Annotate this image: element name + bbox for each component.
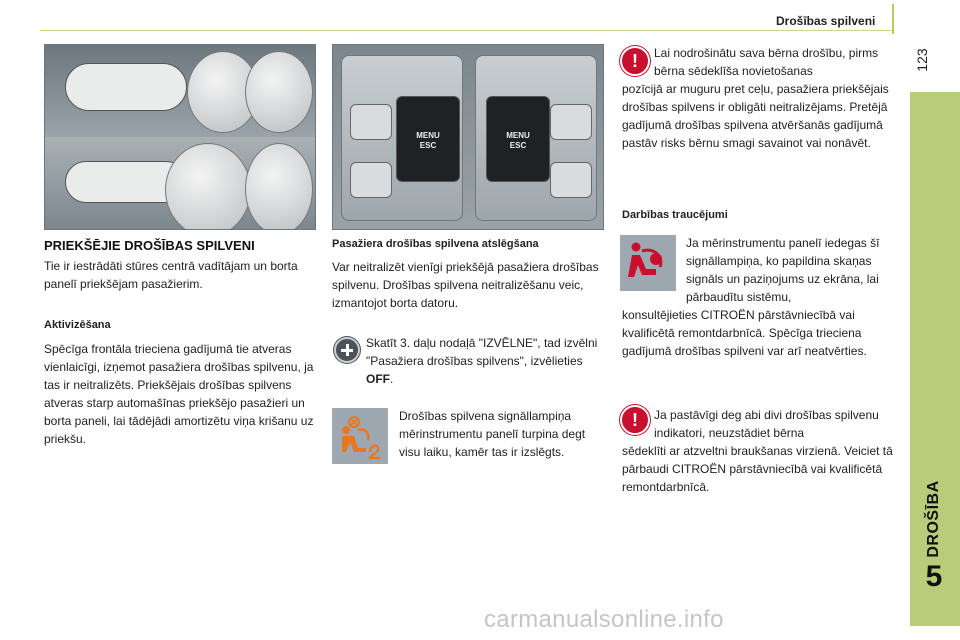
airbag-photo-bottom bbox=[45, 137, 315, 229]
menu-esc-button bbox=[396, 96, 460, 182]
airbag-off-lamp-icon bbox=[332, 408, 388, 464]
menu-tip bbox=[366, 334, 606, 388]
dashboard-key bbox=[350, 104, 392, 140]
dashboard-key bbox=[550, 162, 592, 198]
airbag-off-lamp-svg bbox=[332, 408, 388, 464]
airbag-shape bbox=[245, 143, 313, 230]
button-panel-left bbox=[341, 55, 463, 221]
front-airbags-heading: PRIEKŠĒJIE DROŠĪBAS SPILVENI bbox=[44, 238, 255, 253]
indicator-warning bbox=[622, 406, 894, 496]
header-divider bbox=[40, 30, 892, 31]
indicator-warning-first: Ja pastāvīgi deg abi divi drošības spilvenu indikatori, neuzstādiet bērna bbox=[654, 408, 879, 440]
deactivation-heading: Pasažiera drošības spilvena atslēgšana bbox=[332, 238, 539, 250]
child-seat-warning-rest: pozīcijā ar muguru pret ceļu, pasažiera priekšējais drošības spilvens ir obligāti neitralizējams. Pretējā gadījumā drošības spilvena atvēršanās gadījumā pastāv risks bērnu smagi savainot vai nonāvēt. bbox=[622, 82, 889, 150]
dashboard-key bbox=[550, 104, 592, 140]
watermark: carmanualsonline.info bbox=[484, 606, 724, 633]
activation-text: Spēcīga frontāla trieciena gadījumā tie atveras vienlaicīgi, izņemot pasažiera drošības spilvenu, ja tas ir neitralizēts. Priekšējais drošības spilvens atveras starp automašīnas priekšējo pasažieri un borta paneli, lai tādējādi amortizētu viņa krišanu uz priekšu. bbox=[44, 342, 314, 446]
faults-heading: Darbības traucējumi bbox=[622, 209, 728, 221]
esc-label: ESC bbox=[509, 141, 527, 150]
esc-label: ESC bbox=[419, 141, 437, 150]
menu-label: MENU bbox=[506, 131, 530, 140]
mirror-shape bbox=[65, 63, 187, 111]
chapter-number: 5 bbox=[925, 560, 943, 593]
dashboard-key bbox=[350, 162, 392, 198]
faults-text-first: Ja mērinstrumentu panelī iedegas šī signāllampiņa, ko papildina skaņas signāls un paziņojums uz ekrāna, lai pārbaudītu sistēmu, bbox=[686, 236, 880, 304]
airbag-photo-top bbox=[45, 45, 315, 137]
header-tick bbox=[892, 4, 894, 34]
airbag-photo bbox=[44, 44, 316, 230]
section-title: Drošības spilveni bbox=[776, 14, 876, 28]
faults-text-rest: konsultējieties CITROËN pārstāvniecībā vai kvalificētā remontdarbnīcā. Spēcīga trieciena gadījumā drošības spilveni var arī neatvērties. bbox=[622, 308, 867, 358]
chapter-label-text: DROŠĪBA bbox=[925, 480, 942, 558]
chapter-label bbox=[914, 470, 954, 570]
deactivation-text: Var neitralizēt vienīgi priekšējā pasažiera drošības spilvenu. Drošības spilvena neitralizēšanu veic, izmantojot borta datoru. bbox=[332, 260, 599, 310]
airbag-shape bbox=[245, 51, 313, 133]
menu-esc-button bbox=[486, 96, 550, 182]
menu-label: MENU bbox=[416, 131, 440, 140]
warning-exclamation-icon: ! bbox=[620, 405, 650, 435]
indicator-warning-rest: sēdeklīti ar atzveltni braukšanas virzienā. Veiciet tā pārbaudi CITROËN pārstāvniecībā vai kvalificētā remontdarbnīcā. bbox=[622, 444, 893, 494]
child-seat-warning bbox=[622, 44, 892, 152]
airbag-lamp-text: Drošības spilvena signāllampiņa mērinstrumentu panelī turpina degt visu laiku, kamēr tas ir izslēgts. bbox=[399, 409, 586, 459]
dashboard-buttons-photo bbox=[332, 44, 604, 230]
plus-circle-icon bbox=[334, 337, 360, 363]
front-airbags-intro: Tie ir iestrādāti stūres centrā vadītājam un borta panelī priekšējam pasažierim. bbox=[44, 259, 298, 291]
warning-exclamation-icon: ! bbox=[620, 46, 650, 76]
airbag-shape bbox=[165, 143, 251, 230]
faults-text bbox=[622, 234, 894, 360]
child-seat-warning-first: Lai nodrošinātu sava bērna drošību, pirms bērna sēdeklīša novietošanas bbox=[654, 46, 879, 78]
button-panel-right bbox=[475, 55, 597, 221]
page-number bbox=[908, 40, 938, 80]
menu-tip-text: Skatīt 3. daļu nodaļā "IZVĒLNE", tad izvēlni "Pasažiera drošības spilvens", izvēlieties bbox=[366, 336, 598, 368]
menu-tip-end: . bbox=[390, 372, 394, 386]
menu-tip-off: OFF bbox=[366, 372, 390, 386]
activation-heading: Aktivizēšana bbox=[44, 319, 111, 331]
page-number-text: 123 bbox=[914, 48, 930, 72]
